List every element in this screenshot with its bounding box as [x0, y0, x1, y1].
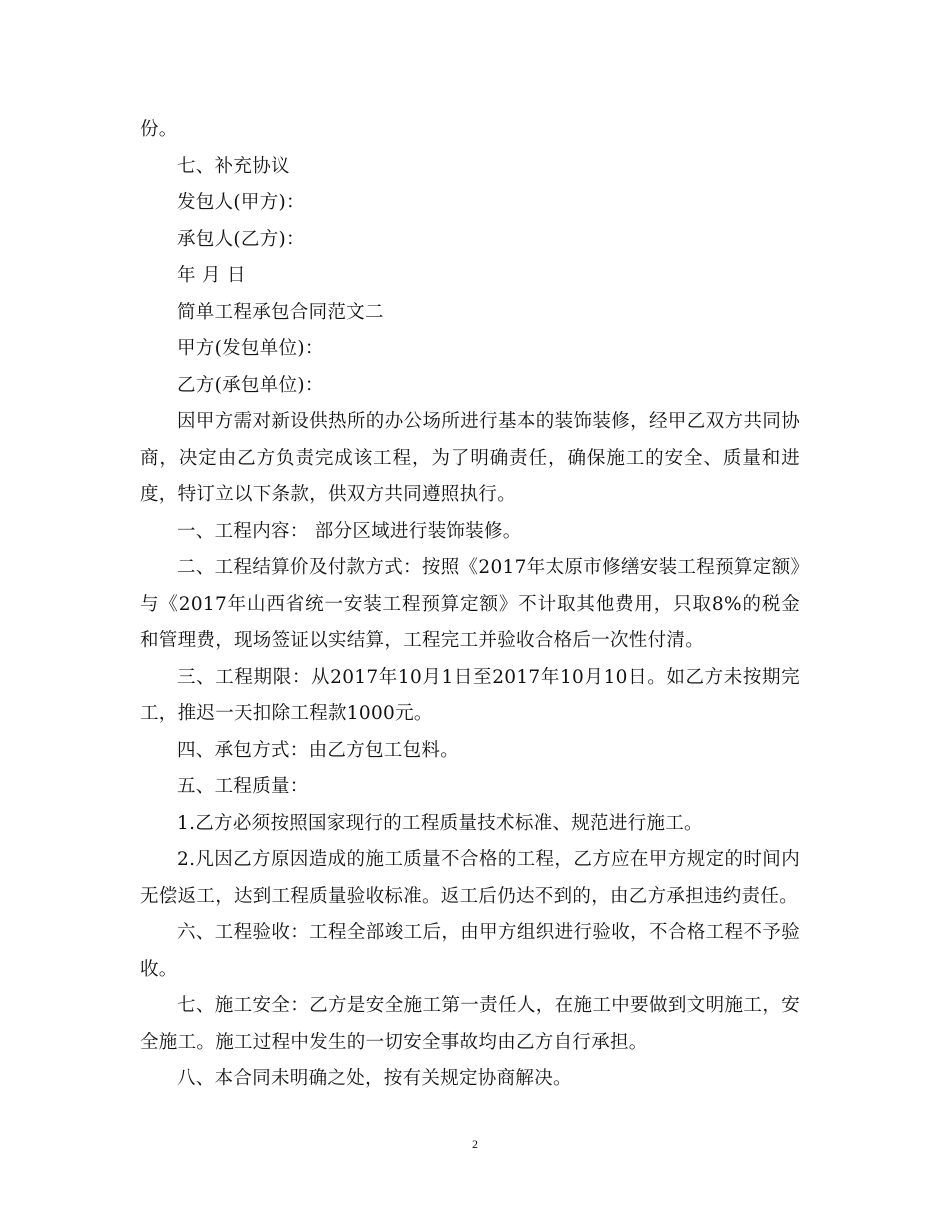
- sub-clause: 1.乙方必须按照国家现行的工程质量技术标准、规范进行施工。: [177, 812, 703, 834]
- paragraph: 份。: [140, 119, 178, 140]
- clause: 一、工程内容： 部分区域进行装饰装修。: [177, 520, 522, 542]
- clause: 七、施工安全：乙方是安全施工第一责任人，在施工中要做到文明施工，安全施工。施工过程中发生的一切安全事故均由乙方自行承担。: [140, 995, 800, 1053]
- clause: 八、本合同未明确之处，按有关规定协商解决。: [177, 1068, 572, 1089]
- paragraph: 因甲方需对新设供热所的办公场所进行基本的装饰装修，经甲乙双方共同协商，决定由乙方负责完成该工程，为了明确责任，确保施工的安全、质量和进度，特订立以下条款，供双方共同遵照执行。: [140, 411, 800, 505]
- party-a-line: 甲方(发包单位)：: [177, 338, 324, 359]
- clause: 三、工程期限：从2017年10月1日至2017年10月10日。如乙方未按期完工，推迟一天扣除工程款1000元。: [140, 666, 800, 724]
- contract-title: 简单工程承包合同范文二: [177, 301, 384, 323]
- clause: 二、工程结算价及付款方式：按照《2017年太原市修缮安装工程预算定额》与《2017年山西省统一安装工程预算定额》不计取其他费用，只取8%的税金和管理费，现场签证以实结算，工程完工并验收合格后一次性付清。: [140, 557, 800, 651]
- party-b-line: 乙方(承包单位)：: [177, 374, 324, 396]
- sub-clause: 2.凡因乙方原因造成的施工质量不合格的工程，乙方应在甲方规定的时间内无偿返工，达到工程质量验收标准。返工后仍达不到的，由乙方承担违约责任。: [140, 849, 800, 907]
- signature-line-party-a: 发包人(甲方)：: [177, 192, 305, 213]
- date-line: 年 月 日: [177, 265, 246, 286]
- clause: 四、承包方式：由乙方包工包料。: [177, 739, 460, 761]
- document-body: [140, 112, 800, 1098]
- clause: 五、工程质量：: [177, 776, 309, 797]
- page-number: 2: [472, 1137, 478, 1151]
- clause: 六、工程验收：工程全部竣工后，由甲方组织进行验收，不合格工程不予验收。: [140, 922, 800, 980]
- signature-line-party-b: 承包人(乙方)：: [177, 228, 305, 250]
- section-heading-supplementary: 七、补充协议: [177, 155, 290, 177]
